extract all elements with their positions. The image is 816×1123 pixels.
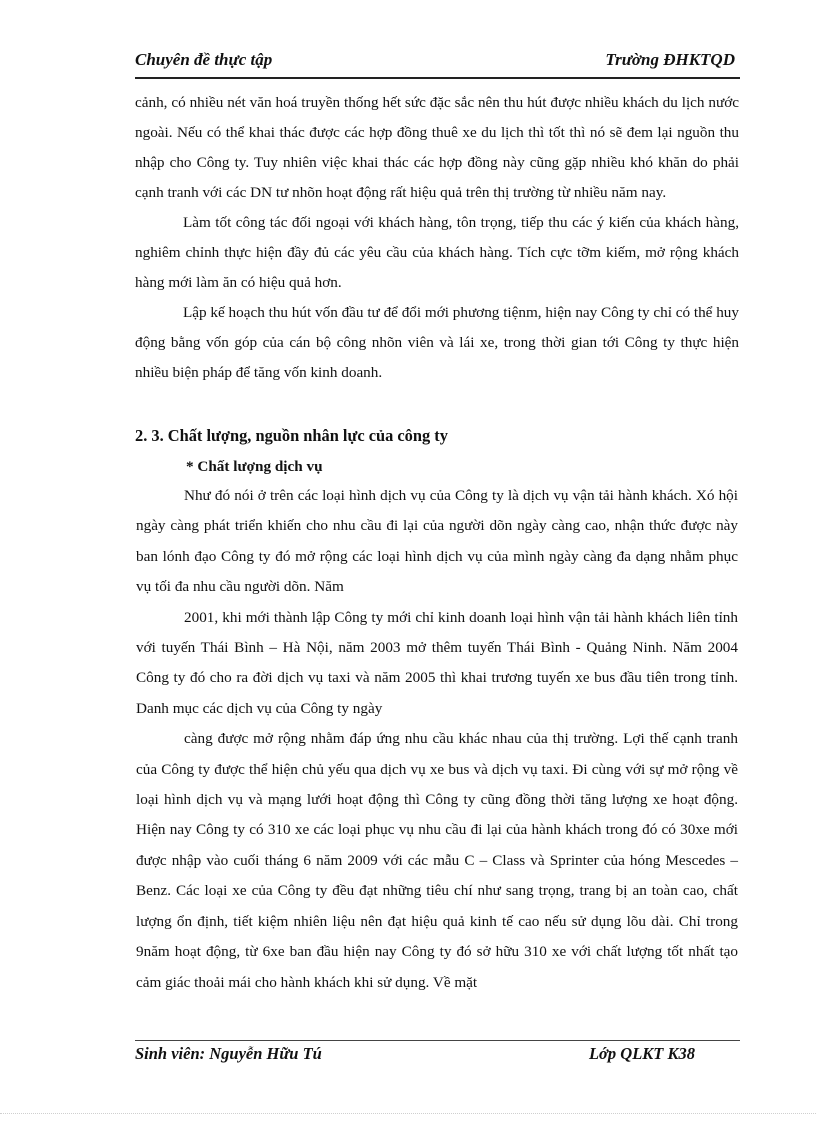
- header-school-name: Trường ĐHKTQD: [605, 50, 735, 69]
- body-text-lower: [136, 481, 738, 998]
- page-bottom-border: [0, 1113, 816, 1114]
- footer-class-name: Lớp QLKT K38: [588, 1044, 695, 1063]
- subheading-service-quality: * Chất lượng dịch vụ: [186, 458, 323, 475]
- paragraph-customer-relations: Làm tốt công tác đối ngoại với khách hàng, tôn trọng, tiếp thu các ý kiến của khách hàng, nghiêm chỉnh thực hiện đầy đủ các yêu cầu của khách hàng. Tích cực tỡm kiếm, mở rộng khách hàng mới làm ăn có hiệu quả hơn.: [135, 214, 739, 291]
- footer-divider: [135, 1040, 740, 1041]
- section-title: 2. 3. Chất lượng, nguồn nhân lực của công ty: [135, 426, 448, 445]
- paragraph-fleet: càng được mở rộng nhằm đáp ứng nhu cầu khác nhau của thị trường. Lợi thế cạnh tranh của Công ty được thể hiện chủ yếu qua dịch vụ xe bus và dịch vụ taxi. Đi cùng với sự mở rộng về loại hình dịch vụ và mạng lưới hoạt động thì Công ty cũng đồng thời tăng lượng xe hoạt động. Hiện nay Công ty có 310 xe các loại phục vụ nhu cầu đi lại của hành khách trong đó có 30xe mới được nhập vào cuối tháng 6 năm 2009 với các mẫu C – Class và Sprinter của hóng Mescedes – Benz. Các loại xe của Công ty đều đạt những tiêu chí như sang trọng, trang bị an toàn cao, chất lượng ổn định, tiết kiệm nhiên liệu nên đạt hiệu quả kinh tế cao nếu sử dụng lõu dài. Chỉ trong 9năm hoạt động, từ 6xe ban đầu hiện nay Công ty đó sở hữu 310 xe với chất lượng tốt nhất tạo cảm giác thoải mái cho hành khách khi sử dụng. Về mặt: [136, 730, 738, 991]
- header-report-title: Chuyên đề thực tập: [135, 50, 273, 69]
- page-header: [135, 48, 735, 74]
- paragraph-capital-plan: Lập kế hoạch thu hút vốn đầu tư để đổi mới phương tiệnm, hiện nay Công ty chỉ có thể huy động bằng vốn góp của cán bộ công nhõn viên và lái xe, trong thời gian tới Công ty thực hiện nhiều biện pháp để tăng vốn kinh doanh.: [135, 304, 739, 381]
- paragraph-history: 2001, khi mới thành lập Công ty mới chỉ kinh doanh loại hình vận tải hành khách liên tỉnh với tuyến Thái Bình – Hà Nội, năm 2003 mở thêm tuyến Thái Bình - Quảng Ninh. Năm 2004 Công ty đó cho ra đời dịch vụ taxi và năm 2005 thì khai trương tuyến xe bus đầu tiên trong tỉnh. Danh mục các dịch vụ của Công ty ngày: [136, 608, 738, 717]
- paragraph-services-intro: Như đó nói ở trên các loại hình dịch vụ của Công ty là dịch vụ vận tải hành khách. Xó hội ngày càng phát triển khiến cho nhu cầu đi lại của người dõn ngày càng cao, nhận thức được này ban lónh đạo Công ty đó mở rộng các loại hình dịch vụ của mình ngày càng đa dạng nhằm phục vụ tối đa nhu cầu người dõn. Năm: [136, 487, 738, 596]
- header-divider: [135, 77, 740, 79]
- footer-student-name: Sinh viên: Nguyễn Hữu Tú: [135, 1044, 322, 1063]
- body-text-upper: [135, 88, 739, 388]
- paragraph-continuation: cảnh, có nhiều nét văn hoá truyền thống hết sức đặc sắc nên thu hút được nhiều khách du lịch nước ngoài. Nếu có thể khai thác được các hợp đồng thuê xe du lịch thì tốt thì nó sẽ đem lại nguồn thu nhập cho Công ty. Tuy nhiên việc khai thác các hợp đồng này cũng gặp nhiều khó khăn do phải cạnh tranh với các DN tư nhõn hoạt động rất hiệu quả trên thị trường từ nhiều năm nay.: [135, 94, 739, 201]
- page-footer: [135, 1044, 695, 1070]
